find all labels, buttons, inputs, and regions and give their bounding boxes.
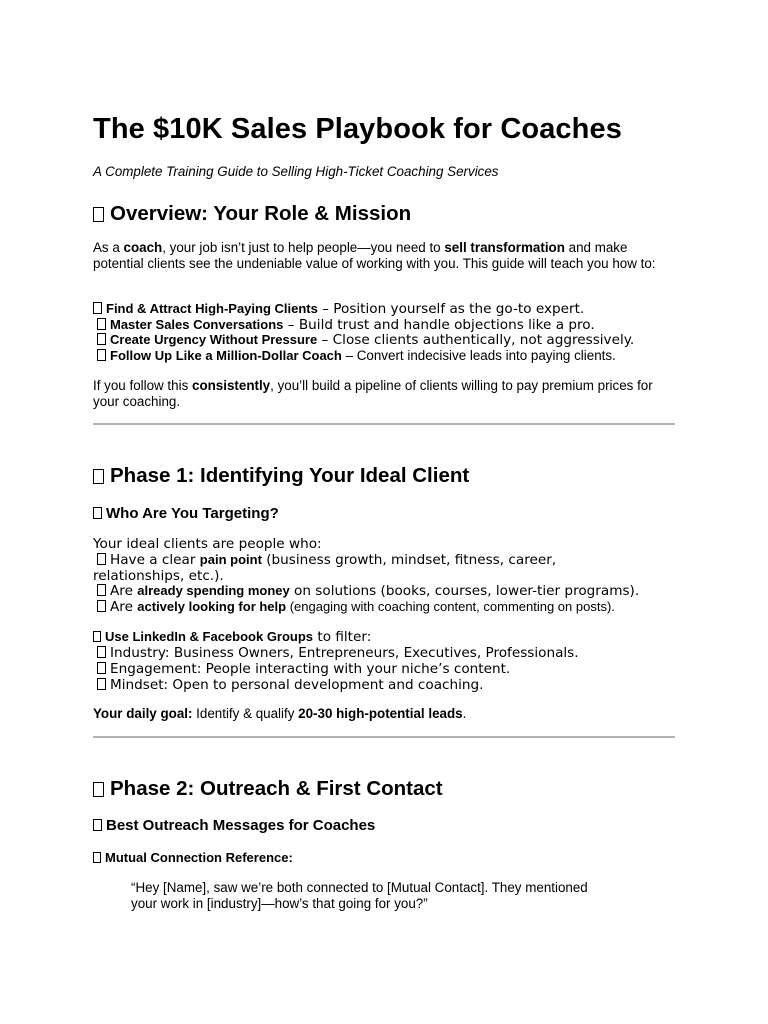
missing-glyph-icon — [97, 318, 106, 330]
overview-heading: Overview: Your Role & Mission — [93, 202, 411, 226]
overview-bullet-2: Master Sales Conversations – Build trust and handle objections like a pro. — [97, 317, 595, 333]
missing-glyph-icon — [93, 631, 101, 642]
overview-bullet-1: Find & Attract High-Paying Clients – Position yourself as the go-to expert. — [93, 301, 584, 317]
filter-item: Industry: Business Owners, Entrepreneurs, Executives, Professionals. — [97, 645, 579, 661]
phase1-heading: Phase 1: Identifying Your Ideal Client — [93, 464, 469, 488]
missing-glyph-icon — [93, 782, 104, 797]
quote-line: “Hey [Name], saw we’re both connected to [Mutual Contact]. They mentioned — [131, 880, 588, 895]
missing-glyph-icon — [97, 349, 106, 361]
document-title: The $10K Sales Playbook for Coaches — [93, 113, 622, 145]
filter-item: Mindset: Open to personal development and coaching. — [97, 677, 484, 693]
missing-glyph-icon — [93, 852, 101, 863]
missing-glyph-icon — [93, 469, 104, 484]
phase1-subheading: Who Are You Targeting? — [93, 505, 279, 522]
filter-item: Engagement: People interacting with your niche’s content. — [97, 661, 510, 677]
trait-item-wrap: relationships, etc.). — [93, 568, 224, 584]
missing-glyph-icon — [97, 646, 106, 658]
trait-item: Are already spending money on solutions (books, courses, lower-tier programs). — [97, 583, 639, 599]
missing-glyph-icon — [93, 302, 102, 314]
overview-closing: If you follow this consistently, you’ll build a pipeline of clients willing to pay premium prices for your coaching. — [93, 378, 653, 409]
daily-goal: Your daily goal: Identify & qualify 20-30 high-potential leads. — [93, 706, 467, 721]
missing-glyph-icon — [97, 678, 106, 690]
overview-bullet-3: Create Urgency Without Pressure – Close clients authentically, not aggressively. — [97, 332, 634, 348]
missing-glyph-icon — [97, 662, 106, 674]
phase2-heading: Phase 2: Outreach & First Contact — [93, 777, 443, 801]
outreach-item-heading: Mutual Connection Reference: — [93, 850, 293, 865]
trait-item: Are actively looking for help (engaging with coaching content, commenting on posts). — [97, 599, 615, 615]
missing-glyph-icon — [97, 584, 106, 596]
phase2-subheading: Best Outreach Messages for Coaches — [93, 817, 375, 834]
phase1-lead: Your ideal clients are people who: — [93, 536, 322, 552]
section-divider — [93, 736, 675, 738]
overview-intro: As a coach, your job isn’t just to help people—you need to sell transformation and make potential clients see the undeniable value of working with you. This guide will teach you how to: — [93, 240, 656, 271]
trait-item: Have a clear pain point (business growth, mindset, fitness, career, — [97, 552, 556, 568]
missing-glyph-icon — [93, 507, 102, 519]
outreach-quote — [131, 880, 631, 912]
document-subtitle: A Complete Training Guide to Selling High-Ticket Coaching Services — [93, 164, 499, 179]
overview-bullet-4: Follow Up Like a Million-Dollar Coach – Convert indecisive leads into paying clients. — [97, 348, 616, 364]
missing-glyph-icon — [97, 600, 106, 612]
missing-glyph-icon — [93, 819, 102, 831]
filter-lead: Use LinkedIn & Facebook Groups to filter: — [93, 629, 371, 645]
missing-glyph-icon — [97, 333, 106, 345]
section-divider — [93, 423, 675, 425]
quote-line: your work in [industry]—how’s that going for you?” — [131, 896, 428, 911]
missing-glyph-icon — [97, 553, 106, 565]
missing-glyph-icon — [93, 207, 104, 222]
